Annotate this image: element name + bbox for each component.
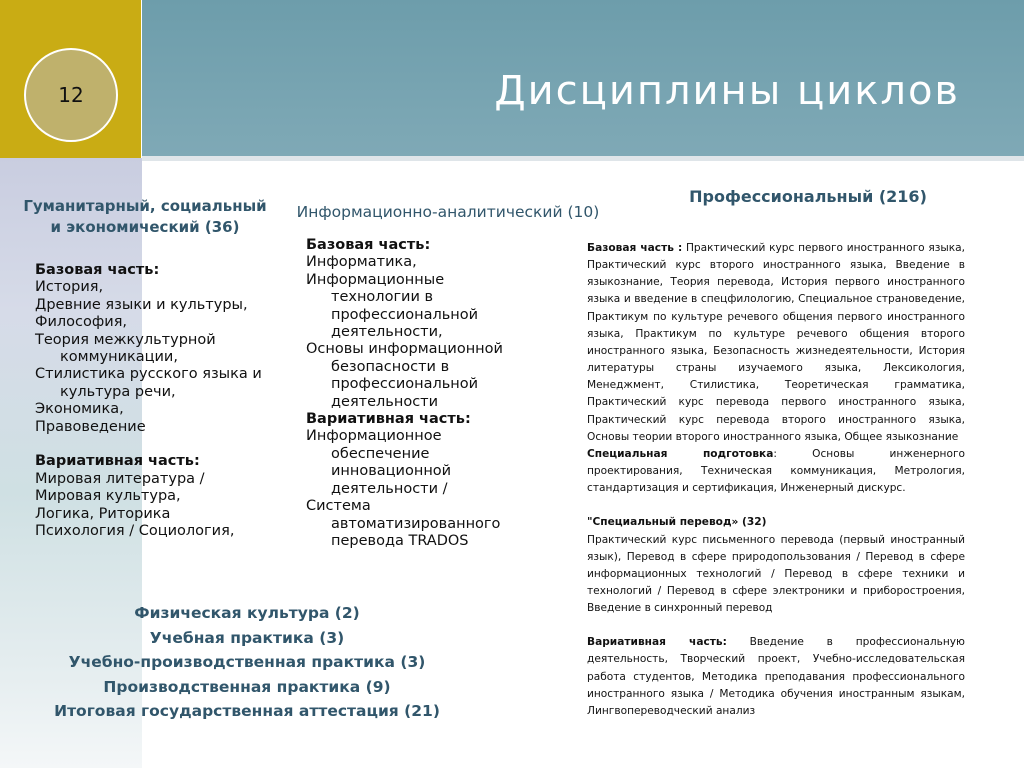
humanitarian-heading-line1: Гуманитарный, социальный — [23, 197, 267, 215]
slide-number-badge — [24, 48, 118, 142]
list-item: Стилистика русского языка и культура речи, — [35, 366, 262, 400]
list-item: Мировая литература / — [35, 470, 205, 487]
spacer — [587, 617, 965, 634]
list-item: Информатика, — [306, 254, 417, 271]
humanitarian-heading-line2: и экономический (36) — [50, 218, 240, 236]
slide-number: 12 — [58, 83, 84, 107]
summary-item: Физическая культура (2) — [134, 604, 360, 622]
professional-var-label: Вариативная часть: — [587, 636, 727, 649]
list-item: История, — [35, 279, 104, 296]
professional-special-paragraph — [587, 446, 965, 497]
informational-heading: Информационно-аналитический (10) — [296, 203, 600, 221]
summary-item: Учебно-производственная практика (3) — [68, 653, 426, 671]
list-item: Система автоматизированного перевода TRADOS — [306, 498, 501, 549]
summary-list — [40, 601, 454, 724]
professional-translation-text: Практический курс письменного перевода (первый иностранный язык), Перевод в сфере природопользования / Перевод в сфере информационных технологий / Перевод в сфере техники и технологий / Перевод в сфере электроники и приборостроения, Введение в синхронный перевод — [587, 533, 965, 615]
list-item: Информационные технологии в профессиональной деятельности, — [306, 271, 479, 341]
professional-special-text: : Основы инженерного проектирования, Техническая коммуникация, Метрология, стандартизация и сертификация, Инженерный дискурс. — [587, 447, 965, 495]
list-item: Основы информационной безопасности в профессиональной деятельности — [306, 341, 503, 410]
list-item: Правоведение — [35, 418, 146, 435]
professional-var-text: Введение в профессиональную деятельность, Творческий проект, Учебно-исследовательская работа студентов, Методика преподавания профессионального иностранного языка / Методика обучения иностранным языкам, Лингвопереводческий анализ — [587, 636, 965, 717]
professional-var-paragraph — [587, 634, 965, 720]
list-item: Психология / Социология, — [35, 523, 235, 540]
list-item: Философия, — [35, 314, 128, 331]
professional-special-label: Специальная подготовка — [587, 447, 774, 460]
professional-translation-label: "Специальный перевод» (32) — [587, 516, 767, 529]
summary-item: Учебная практика (3) — [149, 628, 345, 647]
list-item: Теория межкультурной коммуникации, — [35, 331, 216, 366]
professional-base-paragraph — [587, 240, 965, 446]
list-item: Древние языки и культуры, — [35, 296, 248, 313]
slide-title: Дисциплины циклов — [494, 68, 960, 114]
list-item: Мировая культура, — [35, 488, 181, 505]
header-divider-highlight — [142, 161, 1024, 163]
humanitarian-heading — [18, 196, 272, 238]
summary-item: Итоговая государственная аттестация (21) — [54, 702, 440, 720]
list-item: Логика, Риторика — [35, 505, 171, 522]
spacer — [587, 497, 965, 514]
professional-base-label: Базовая часть : — [587, 242, 683, 254]
humanitarian-list — [35, 262, 280, 540]
professional-heading: Профессиональный (216) — [689, 187, 927, 206]
humanitarian-var-label: Вариативная часть: — [35, 453, 200, 470]
list-item: Информационное обеспечение инновационной деятельности / — [306, 428, 452, 497]
summary-item: Производственная практика (9) — [103, 677, 391, 696]
informational-base-label: Базовая часть: — [306, 237, 431, 253]
professional-base-text: Практический курс первого иностранного языка, Практический курс второго иностранного языка, Введение в языкознание, Теория перевода, История первого иностранного языка и введение в спецфилологию, Специальное страноведение, Практикум по культуре речевого общения первого иностранного языка, Практикум по культуре речевого общения второго иностранного языка, Безопасность жизнедеятельности, История литературы страны изучаемого языка, Лексикология, Менеджмент, Стилистика, Теоретическая грамматика, Практический курс перевода первого иностранного языка, Практический курс перевода второго иностранного языка, Основы теории второго иностранного языка, Общее языкознание — [587, 242, 965, 443]
humanitarian-base-label: Базовая часть: — [35, 262, 160, 278]
informational-list — [306, 237, 536, 550]
professional-block — [587, 240, 965, 720]
list-item: Экономика, — [35, 401, 124, 418]
informational-var-label: Вариативная часть: — [306, 411, 471, 428]
spacer — [35, 436, 280, 453]
